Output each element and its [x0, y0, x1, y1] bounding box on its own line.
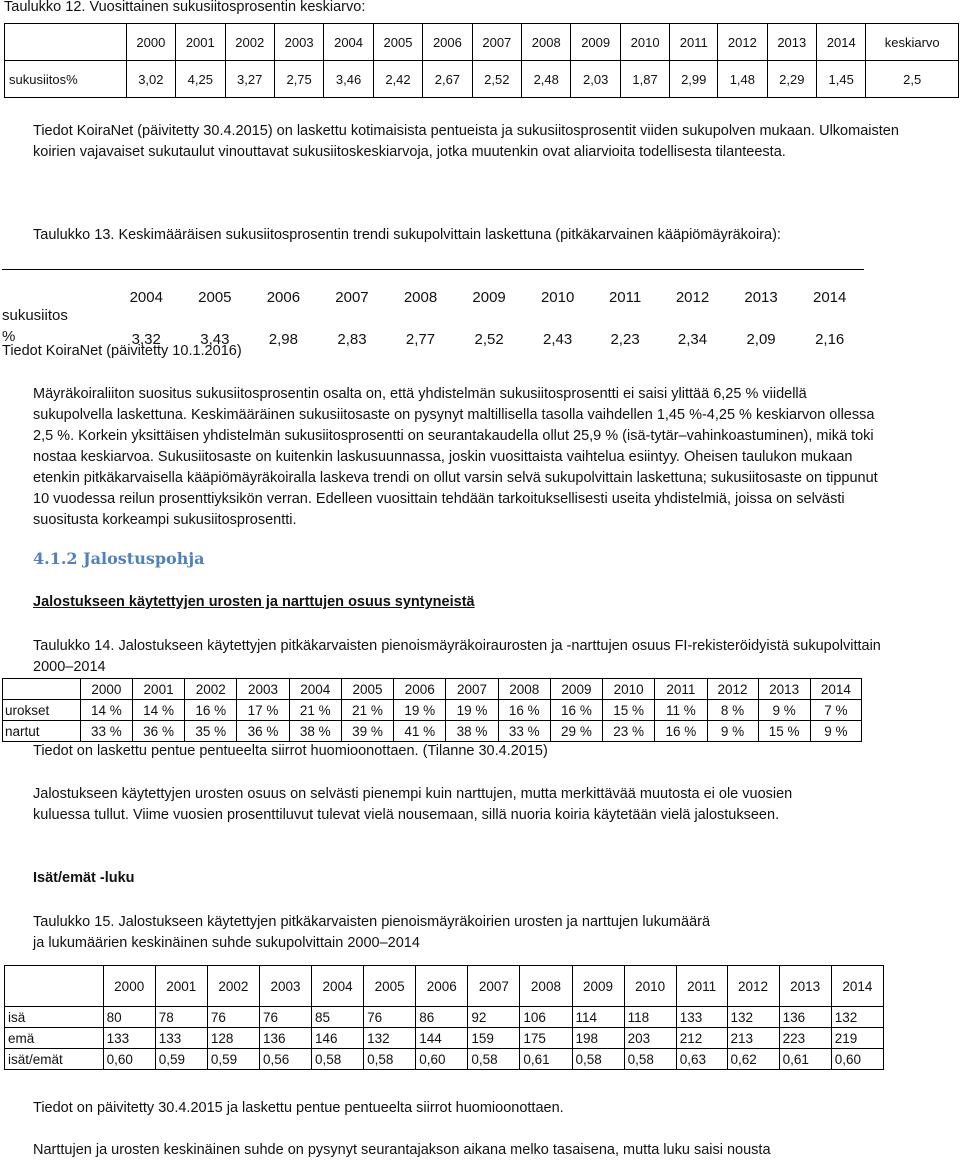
closing-line: Narttujen ja urosten keskinäinen suhde on pysynyt seurantajakson aikana melko tasaisena, mutta luku saisi nousta	[33, 1142, 771, 1158]
table-header-row	[3, 679, 862, 700]
value-cell: 78	[155, 1007, 207, 1028]
header-cell: 2012	[718, 24, 767, 61]
value-cell: 136	[259, 1028, 311, 1049]
value-cell: 2,99	[670, 61, 718, 98]
value-cell: 133	[676, 1007, 727, 1028]
value-cell: 0,61	[779, 1049, 831, 1070]
value-cell: 9 %	[707, 721, 758, 742]
table-row-label	[2, 306, 864, 326]
row-label-cell: sukusiitos%	[5, 61, 127, 98]
header-cell: 2007	[472, 24, 521, 61]
row-label-line1: sukusiitos	[2, 307, 68, 324]
value-cell: 133	[103, 1028, 155, 1049]
value-cell: 80	[103, 1007, 155, 1028]
value-cell: 1,48	[718, 61, 767, 98]
value-cell: 14 %	[132, 700, 184, 721]
spacer-cell	[112, 306, 864, 326]
value-cell: 76	[364, 1007, 416, 1028]
header-cell: 2004	[289, 679, 341, 700]
value-cell: 136	[779, 1007, 831, 1028]
header-cell: 2002	[225, 24, 274, 61]
header-cell: 2012	[727, 966, 779, 1007]
row-label-cell: nartut	[3, 721, 81, 742]
value-cell: 19 %	[394, 700, 446, 721]
value-cell: 0,61	[520, 1049, 572, 1070]
value-cell: 212	[676, 1028, 727, 1049]
header-cell: 2009	[572, 966, 624, 1007]
table-row	[5, 61, 959, 98]
value-cell: 35 %	[185, 721, 237, 742]
value-cell: 21 %	[289, 700, 341, 721]
header-cell: 2001	[176, 24, 225, 61]
value-cell: 76	[259, 1007, 311, 1028]
table-15	[4, 965, 884, 1070]
header-cell: 2010	[620, 24, 669, 61]
value-cell: 1,45	[817, 61, 866, 98]
header-cell: 2006	[394, 679, 446, 700]
value-cell: 1,87	[620, 61, 669, 98]
value-cell: 144	[416, 1028, 468, 1049]
value-cell: 0,60	[416, 1049, 468, 1070]
subheading-breeding-share: Jalostukseen käytettyjen urosten ja narttujen osuus syntyneistä	[33, 594, 475, 610]
value-cell: 85	[312, 1007, 364, 1028]
year-header-cell: 2008	[403, 288, 438, 306]
header-cell: 2008	[522, 24, 571, 61]
header-cell: 2007	[468, 966, 520, 1007]
table-13-source: Tiedot KoiraNet (päivitetty 10.1.2016)	[2, 343, 242, 359]
value-cell: 203	[624, 1028, 676, 1049]
value-cell: 0,59	[207, 1049, 259, 1070]
value-cell: 198	[572, 1028, 624, 1049]
value-cell: 3,32	[131, 330, 161, 348]
row-label-cell: isät/emät	[5, 1049, 104, 1070]
value-cell: 33 %	[498, 721, 550, 742]
header-cell: 2003	[274, 24, 323, 61]
value-cell: 114	[572, 1007, 624, 1028]
value-cell: 132	[364, 1028, 416, 1049]
year-header-cell: 2006	[266, 288, 301, 306]
header-cell: 2002	[185, 679, 237, 700]
header-cell: 2003	[259, 966, 311, 1007]
value-cell: 2,29	[767, 61, 816, 98]
value-cell: 146	[312, 1028, 364, 1049]
value-cell: 133	[155, 1028, 207, 1049]
value-cell: 128	[207, 1028, 259, 1049]
header-cell: 2013	[779, 966, 831, 1007]
header-cell: 2010	[624, 966, 676, 1007]
header-cell: 2007	[446, 679, 498, 700]
value-cell: 2,43	[543, 330, 573, 348]
value-cell: 0,59	[155, 1049, 207, 1070]
value-cell: 0,62	[727, 1049, 779, 1070]
header-cell: 2002	[207, 966, 259, 1007]
males-share-paragraph: Jalostukseen käytettyjen urosten osuus on selvästi pienempi kuin narttujen, mutta merkittävää muutosta ei ole vuosien kuluessa tullut. Viime vuosien prosenttiluvut tulevat vielä nousemaan, sillä nuoria koiria käytetään vielä jalostukseen.	[33, 786, 793, 823]
value-cell: 0,58	[624, 1049, 676, 1070]
value-cell: 21 %	[341, 700, 393, 721]
table-13-caption: Taulukko 13. Keskimääräisen sukusiitosprosentin trendi sukupolvittain laskettuna (pitkäkarvainen kääpiömäyräkoira):	[33, 227, 781, 243]
header-cell: 2013	[758, 679, 810, 700]
table-row	[5, 1007, 884, 1028]
value-cell: 0,56	[259, 1049, 311, 1070]
table-15-caption-line1: Taulukko 15. Jalostukseen käytettyjen pitkäkarvaisten pienoismäyräkoirien urosten ja narttujen lukumäärä	[33, 914, 711, 930]
value-cell: 2,75	[274, 61, 323, 98]
value-cell: 0,58	[468, 1049, 520, 1070]
value-cell: 2,52	[474, 330, 504, 348]
row-label-line2: %	[2, 328, 16, 345]
header-cell: 2005	[373, 24, 422, 61]
value-cell: 2,23	[610, 330, 640, 348]
value-cell: 8 %	[707, 700, 758, 721]
header-cell: 2013	[767, 24, 816, 61]
value-cell: 0,58	[312, 1049, 364, 1070]
value-cell: 2,16	[815, 330, 845, 348]
header-cell: 2014	[831, 966, 883, 1007]
value-cell: 16 %	[550, 700, 602, 721]
value-cell: 38 %	[289, 721, 341, 742]
header-cell: 2006	[423, 24, 472, 61]
year-header-cell: 2009	[472, 288, 506, 306]
header-cell: 2005	[341, 679, 393, 700]
value-cell: 16 %	[655, 721, 707, 742]
value-cell: 4,25	[176, 61, 225, 98]
value-cell: 213	[727, 1028, 779, 1049]
value-cell: 16 %	[185, 700, 237, 721]
table-row	[5, 1028, 884, 1049]
header-cell: 2009	[571, 24, 620, 61]
table-row	[5, 1049, 884, 1070]
value-cell: 2,83	[337, 330, 367, 348]
value-cell: 219	[831, 1028, 883, 1049]
header-cell: keskiarvo	[866, 24, 959, 61]
header-cell: 2000	[80, 679, 132, 700]
header-cell: 2004	[324, 24, 373, 61]
year-header-cell: 2014	[812, 288, 847, 306]
value-cell: 9 %	[758, 700, 810, 721]
header-corner-cell	[5, 24, 127, 61]
year-header-cell: 2010	[540, 288, 575, 306]
value-cell: 76	[207, 1007, 259, 1028]
recommendation-paragraph: Mäyräkoiraliiton suositus sukusiitosprosentin osalta on, että yhdistelmän sukusiitosprosentti ei saisi ylittää 6,25 % viidellä sukupolvella laskettuna. Keskimääräinen sukusiitosaste on pysynyt maltillisella tasolla vaihdellen 1,45 %-4,25 % keskiarvon ollessa 2,5 %. Korkein yksittäisen yhdistelmän sukusiitosprosentti on seurantakaudella ollut 25,9 % (isä-tytär–vahinkoastuminen), mikä toki nostaa keskiarvoa. Sukusiitosaste on kuitenkin laskusuunnassa, joskin vuosittaista vaihtelua esiintyy. Oheisen taulukon mukaan etenkin pitkäkarvaisella kääpiömäyräkoiralla laskeva trendi on ollut varsin selvä sukupolvittain laskettuna; sukusiitosaste on tippunut 10 vuodessa reilun prosenttiyksikön verran. Edelleen vuosittain tehdään tarkoituksellisesti useita yhdistelmiä, joissa on selvästi suositusta korkeampi sukusiitosprosentti.	[33, 386, 878, 528]
value-cell: 3,02	[126, 61, 175, 98]
header-cell: 2010	[603, 679, 655, 700]
value-cell: 132	[831, 1007, 883, 1028]
value-cell: 2,48	[522, 61, 571, 98]
value-cell: 86	[416, 1007, 468, 1028]
value-cell: 38 %	[446, 721, 498, 742]
value-cell: 2,98	[268, 330, 298, 348]
value-cell: 7 %	[810, 700, 861, 721]
row-label-cell: isä	[5, 1007, 104, 1028]
value-cell: 0,58	[364, 1049, 416, 1070]
value-cell: 15 %	[603, 700, 655, 721]
header-cell: 2004	[312, 966, 364, 1007]
value-cell: 36 %	[132, 721, 184, 742]
header-cell: 2011	[670, 24, 718, 61]
table-row	[3, 700, 862, 721]
value-cell: 0,60	[103, 1049, 155, 1070]
value-cell: 23 %	[603, 721, 655, 742]
header-cell: 2011	[655, 679, 707, 700]
value-cell: 17 %	[237, 700, 289, 721]
value-cell: 39 %	[341, 721, 393, 742]
table-12-note: Tiedot KoiraNet (päivitetty 30.4.2015) on laskettu kotimaisista pentueista ja sukusiitosprosentit viiden sukupolven mukaan. Ulkomaisten koirien vajavaiset sukutaulut vinouttavat sukusiitoskeskiarvoja, jotka muutenkin ovat aliarvioita todellisesta tilanteesta.	[33, 123, 899, 160]
table-15-caption-line2: ja lukumäärien keskinäinen suhde sukupolvittain 2000–2014	[33, 935, 420, 951]
value-cell: 0,60	[831, 1049, 883, 1070]
header-cell: 2012	[707, 679, 758, 700]
year-header-cell: 2011	[608, 288, 642, 306]
table-14	[2, 678, 862, 742]
table-14-caption: Taulukko 14. Jalostukseen käytettyjen pitkäkarvaisten pienoismäyräkoiraurosten ja -narttujen osuus FI-rekisteröidyistä sukupolvittain 2000–2014	[33, 638, 881, 675]
year-header-cell: 2012	[675, 288, 710, 306]
value-cell: 41 %	[394, 721, 446, 742]
section-heading: 4.1.2 Jalostuspohja	[33, 549, 205, 568]
year-header-cell: 2007	[335, 288, 369, 306]
header-corner-cell	[3, 679, 81, 700]
value-cell: 11 %	[655, 700, 707, 721]
value-cell: 36 %	[237, 721, 289, 742]
value-cell: 2,03	[571, 61, 620, 98]
row-label-cell: urokset	[3, 700, 81, 721]
header-cell: 2011	[676, 966, 727, 1007]
table-12	[4, 23, 959, 98]
value-cell: 132	[727, 1007, 779, 1028]
header-cell: 2014	[817, 24, 866, 61]
value-cell: 175	[520, 1028, 572, 1049]
value-cell: 2,67	[423, 61, 472, 98]
table-15-note: Tiedot on päivitetty 30.4.2015 ja laskettu pentue pentueelta siirrot huomioonottaen.	[33, 1100, 564, 1116]
value-cell: 2,5	[866, 61, 959, 98]
value-cell: 2,77	[405, 330, 436, 348]
header-cell: 2008	[520, 966, 572, 1007]
header-cell: 2001	[155, 966, 207, 1007]
header-cell: 2005	[364, 966, 416, 1007]
value-cell: 3,46	[324, 61, 373, 98]
value-cell: 106	[520, 1007, 572, 1028]
header-cell: 2014	[810, 679, 861, 700]
value-cell: 92	[468, 1007, 520, 1028]
header-cell: 2009	[550, 679, 602, 700]
value-cell: 2,34	[677, 330, 708, 348]
table-row	[3, 721, 862, 742]
header-corner-cell	[5, 966, 104, 1007]
value-cell: 14 %	[80, 700, 132, 721]
table-14-source: Tiedot on laskettu pentue pentueelta siirrot huomioonottaen. (Tilanne 30.4.2015)	[33, 743, 548, 759]
year-header-cell: 2005	[198, 288, 232, 306]
header-cell: 2000	[126, 24, 175, 61]
value-cell: 2,52	[472, 61, 521, 98]
table-13	[2, 269, 864, 348]
header-cell: 2000	[103, 966, 155, 1007]
value-cell: 118	[624, 1007, 676, 1028]
value-cell: 2,09	[746, 330, 776, 348]
value-cell: 159	[468, 1028, 520, 1049]
header-cell: 2003	[237, 679, 289, 700]
subheading-sire-dam-ratio: Isät/emät -luku	[33, 870, 135, 886]
value-cell: 3,27	[225, 61, 274, 98]
value-cell: 33 %	[80, 721, 132, 742]
table-header-row	[2, 270, 864, 306]
value-cell: 29 %	[550, 721, 602, 742]
header-cell: 2001	[132, 679, 184, 700]
table-header-row	[5, 966, 884, 1007]
value-cell: 9 %	[810, 721, 861, 742]
table-header-row	[5, 24, 959, 61]
value-cell: 2,42	[373, 61, 422, 98]
value-cell: 16 %	[498, 700, 550, 721]
value-cell: 223	[779, 1028, 831, 1049]
year-header-cell: 2004	[129, 288, 163, 306]
value-cell: 19 %	[446, 700, 498, 721]
row-label-cell: emä	[5, 1028, 104, 1049]
table-12-caption: Taulukko 12. Vuosittainen sukusiitosprosentin keskiarvo:	[4, 0, 366, 15]
value-cell: 0,58	[572, 1049, 624, 1070]
value-cell: 3,43	[200, 330, 230, 348]
value-cell: 0,63	[676, 1049, 727, 1070]
header-cell: 2008	[498, 679, 550, 700]
value-cell: 15 %	[758, 721, 810, 742]
year-header-cell: 2013	[744, 288, 778, 306]
header-cell: 2006	[416, 966, 468, 1007]
